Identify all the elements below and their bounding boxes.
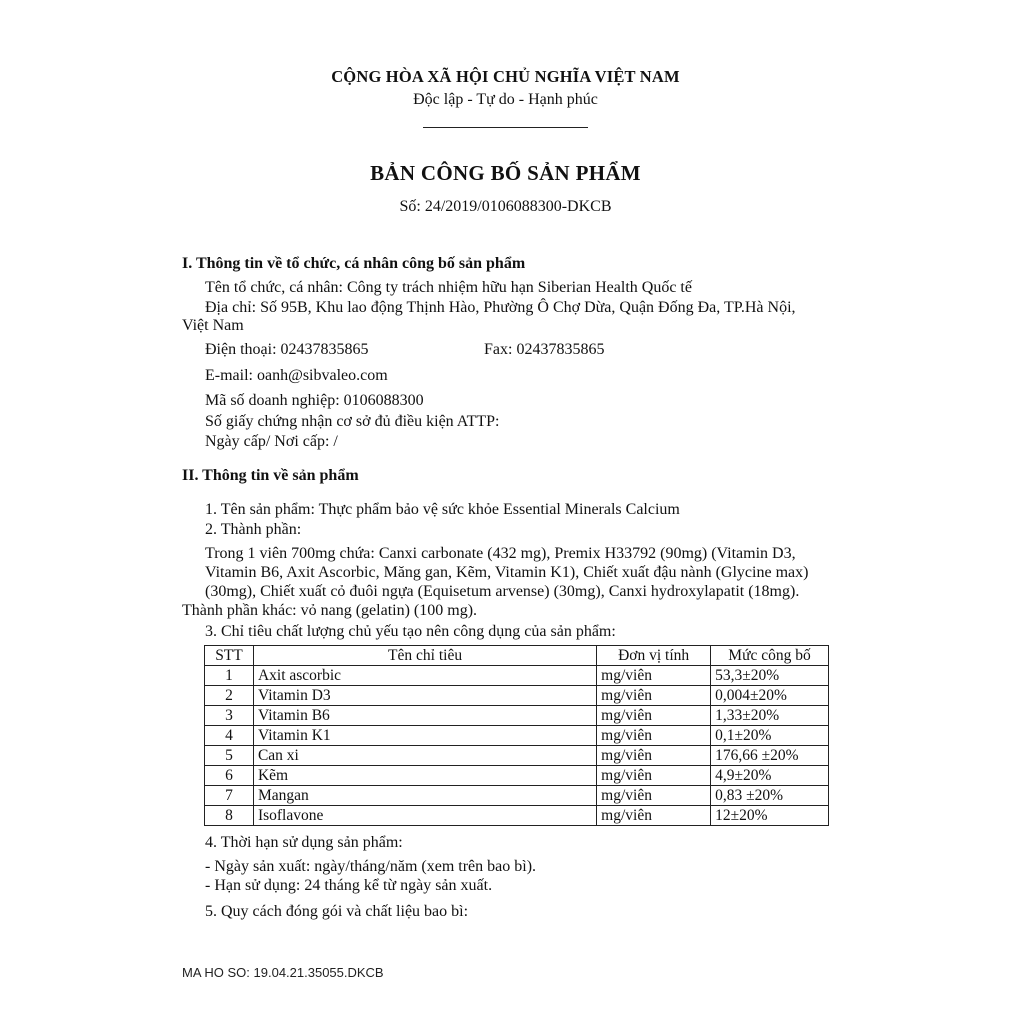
row-unit: mg/viên xyxy=(597,706,711,726)
table-row xyxy=(205,786,829,806)
other-ingredients: Thành phần khác: vỏ nang (gelatin) (100 mg). xyxy=(182,602,478,619)
row-unit: mg/viên xyxy=(597,666,711,686)
table-row xyxy=(205,666,829,686)
row-level: 4,9±20% xyxy=(711,766,829,786)
row-stt: 3 xyxy=(205,706,254,726)
row-unit: mg/viên xyxy=(597,806,711,826)
row-criterion: Axit ascorbic xyxy=(253,666,596,686)
shelf-life-label: 4. Thời hạn sử dụng sản phẩm: xyxy=(205,834,403,851)
packaging-label: 5. Quy cách đóng gói và chất liệu bao bì: xyxy=(205,903,469,920)
section-1-heading: I. Thông tin về tổ chức, cá nhân công bố sản phẩm xyxy=(182,255,526,272)
row-criterion: Isoflavone xyxy=(253,806,596,826)
row-criterion: Mangan xyxy=(253,786,596,806)
column-header-declared-level: Mức công bố xyxy=(711,646,829,666)
ingredients-label: 2. Thành phần: xyxy=(205,521,302,538)
table-row xyxy=(205,806,829,826)
document-number: Số: 24/2019/0106088300-DKCB xyxy=(399,198,612,215)
fax-number: Fax: 02437835865 xyxy=(484,341,605,358)
email: E-mail: oanh@sibvaleo.com xyxy=(205,367,388,384)
column-header-unit: Đơn vị tính xyxy=(597,646,711,666)
table-row xyxy=(205,706,829,726)
section-2-heading: II. Thông tin về sản phẩm xyxy=(182,467,359,484)
organization-name: Tên tổ chức, cá nhân: Công ty trách nhiệm hữu hạn Siberian Health Quốc tế xyxy=(205,279,692,296)
row-unit: mg/viên xyxy=(597,746,711,766)
row-criterion: Can xi xyxy=(253,746,596,766)
national-motto: Độc lập - Tự do - Hạnh phúc xyxy=(413,91,598,108)
address-line-2: Việt Nam xyxy=(182,317,244,334)
row-unit: mg/viên xyxy=(597,786,711,806)
product-name: 1. Tên sản phẩm: Thực phẩm bảo vệ sức khỏe Essential Minerals Calcium xyxy=(205,501,680,518)
row-criterion: Vitamin K1 xyxy=(253,726,596,746)
row-stt: 8 xyxy=(205,806,254,826)
column-header-stt: STT xyxy=(205,646,254,666)
row-criterion: Kẽm xyxy=(253,766,596,786)
row-stt: 5 xyxy=(205,746,254,766)
row-level: 12±20% xyxy=(711,806,829,826)
quality-criteria-label: 3. Chỉ tiêu chất lượng chủ yếu tạo nên công dụng của sản phẩm: xyxy=(205,623,616,640)
table-row xyxy=(205,686,829,706)
row-level: 0,004±20% xyxy=(711,686,829,706)
header-divider xyxy=(423,127,588,128)
row-unit: mg/viên xyxy=(597,726,711,746)
table-header-row xyxy=(205,646,829,666)
record-code: MA HO SO: 19.04.21.35055.DKCB xyxy=(182,965,384,980)
address-line-1: Địa chỉ: Số 95B, Khu lao động Thịnh Hào, Phường Ô Chợ Dừa, Quận Đống Đa, TP.Hà Nội, xyxy=(205,299,796,316)
manufacture-date: - Ngày sản xuất: ngày/tháng/năm (xem trên bao bì). xyxy=(205,858,537,875)
ingredients-paragraph xyxy=(182,544,832,620)
document-title: BẢN CÔNG BỐ SẢN PHẨM xyxy=(370,161,641,185)
row-criterion: Vitamin D3 xyxy=(253,686,596,706)
row-stt: 7 xyxy=(205,786,254,806)
row-level: 176,66 ±20% xyxy=(711,746,829,766)
row-unit: mg/viên xyxy=(597,686,711,706)
row-stt: 1 xyxy=(205,666,254,686)
phone-number: Điện thoại: 02437835865 xyxy=(205,341,369,358)
quality-criteria-table xyxy=(204,645,829,826)
business-code: Mã số doanh nghiệp: 0106088300 xyxy=(205,392,424,409)
issue-date-place: Ngày cấp/ Nơi cấp: / xyxy=(205,433,338,450)
table-row xyxy=(205,766,829,786)
table-row xyxy=(205,746,829,766)
row-stt: 6 xyxy=(205,766,254,786)
row-level: 53,3±20% xyxy=(711,666,829,686)
row-level: 0,1±20% xyxy=(711,726,829,746)
row-stt: 2 xyxy=(205,686,254,706)
row-stt: 4 xyxy=(205,726,254,746)
row-criterion: Vitamin B6 xyxy=(253,706,596,726)
column-header-criterion: Tên chỉ tiêu xyxy=(253,646,596,666)
expiry-period: - Hạn sử dụng: 24 tháng kể từ ngày sản xuất. xyxy=(205,877,493,894)
ingredients-text: Trong 1 viên 700mg chứa: Canxi carbonate (432 mg), Premix H33792 (90mg) (Vitamin D3, Vitamin B6, Axit Ascorbic, Măng gan, Kẽm, Vitamin K1), Chiết xuất đậu nành (Glycine max) (30mg), Chiết xuất cỏ đuôi ngựa (Equisetum arvense) (30mg), Canxi hydroxylapatit (18mg). xyxy=(205,545,809,600)
food-safety-certificate: Số giấy chứng nhận cơ sở đủ điều kiện ATTP: xyxy=(205,413,500,430)
row-level: 1,33±20% xyxy=(711,706,829,726)
row-unit: mg/viên xyxy=(597,766,711,786)
row-level: 0,83 ±20% xyxy=(711,786,829,806)
national-title: CỘNG HÒA XÃ HỘI CHỦ NGHĨA VIỆT NAM xyxy=(331,67,680,86)
table-row xyxy=(205,726,829,746)
